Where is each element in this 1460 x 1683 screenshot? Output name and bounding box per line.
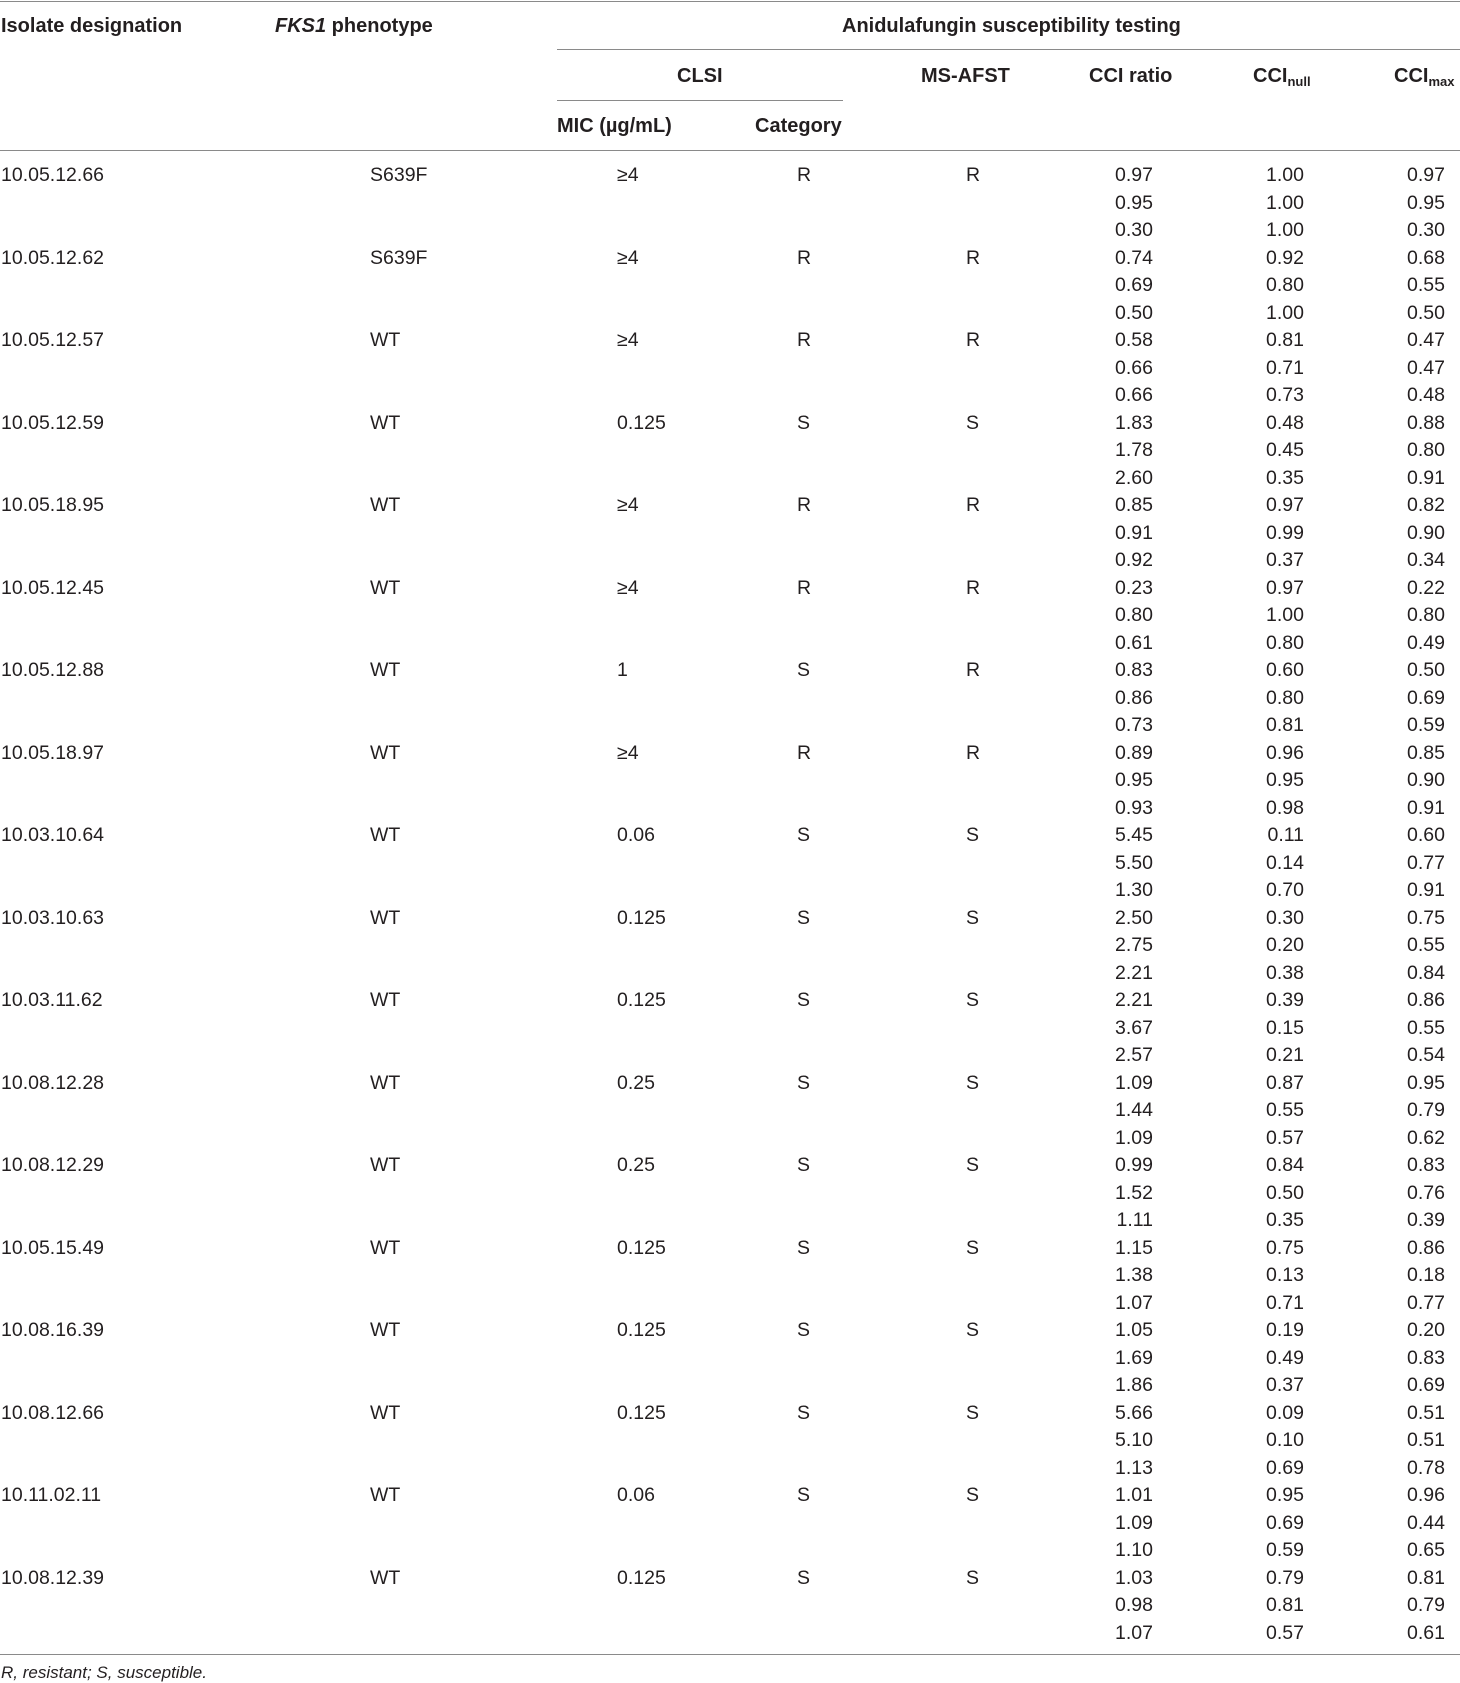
cci-max-cell: 0.55 xyxy=(1407,274,1445,296)
table-row xyxy=(0,1180,1460,1208)
table-row xyxy=(0,1427,1460,1455)
cci-ratio-cell: 0.97 xyxy=(1115,164,1153,186)
cci-null-cell: 0.10 xyxy=(1266,1429,1304,1451)
header-cci-ratio: CCI ratio xyxy=(1089,65,1173,87)
cci-ratio-cell: 0.89 xyxy=(1115,741,1153,764)
cci-max-cell: 0.50 xyxy=(1407,301,1445,324)
table-row xyxy=(0,850,1460,878)
cci-max-cell: 0.77 xyxy=(1407,851,1445,874)
table-row xyxy=(0,217,1460,245)
cci-ratio-cell: 1.52 xyxy=(1115,1181,1153,1204)
cci-ratio-cell: 0.83 xyxy=(1115,659,1153,681)
header-anidulafungin-group: Anidulafungin susceptibility testing xyxy=(842,15,1181,37)
cci-null-cell: 0.73 xyxy=(1266,384,1304,406)
group-rule xyxy=(557,49,1460,50)
cci-null-cell: 0.15 xyxy=(1266,1016,1304,1039)
table-row: 10.05.12.88 WT 1 S R 0.83 0.60 0.50 xyxy=(0,657,1460,685)
cci-max-cell: 0.75 xyxy=(1407,906,1445,929)
cci-null-cell: 0.71 xyxy=(1266,1291,1304,1314)
table-row xyxy=(0,712,1460,740)
isolate-designation-cell: 10.05.12.62 xyxy=(1,246,105,269)
cci-max-cell: 0.49 xyxy=(1407,631,1445,654)
table-row xyxy=(0,1345,1460,1373)
cci-ratio-cell: 1.09 xyxy=(1115,1071,1153,1094)
cci-max-cell: 0.95 xyxy=(1407,1071,1445,1094)
cci-max-cell: 0.44 xyxy=(1407,1511,1445,1534)
cci-ratio-cell: 0.98 xyxy=(1115,1594,1153,1616)
table-row xyxy=(0,272,1460,300)
cci-ratio-cell: 0.95 xyxy=(1115,769,1153,791)
cci-max-cell: 0.79 xyxy=(1407,1594,1445,1616)
cci-ratio-cell: 1.07 xyxy=(1115,1291,1153,1314)
isolate-designation-cell: 10.11.02.11 xyxy=(1,1484,102,1506)
table-row xyxy=(0,1592,1460,1620)
cci-null-cell: 0.95 xyxy=(1266,1484,1304,1506)
cci-null-cell: 0.80 xyxy=(1266,274,1304,296)
cci-null-cell: 0.20 xyxy=(1266,934,1304,956)
isolate-designation-cell: 10.05.12.57 xyxy=(1,329,105,351)
cci-ratio-cell: 0.73 xyxy=(1115,714,1153,736)
table-row xyxy=(0,932,1460,960)
table-row: 10.08.12.39 WT 0.125 S S 1.03 0.79 0.81 xyxy=(0,1565,1460,1593)
cci-max-cell: 0.39 xyxy=(1407,1209,1445,1231)
table-row: 10.08.12.66 WT 0.125 S S 5.66 0.09 0.51 xyxy=(0,1400,1460,1428)
cci-max-cell: 0.96 xyxy=(1407,1484,1445,1506)
cci-null-cell: 0.60 xyxy=(1266,659,1304,681)
cci-max-cell: 0.18 xyxy=(1407,1264,1445,1286)
table-row xyxy=(0,547,1460,575)
cci-null-cell: 0.69 xyxy=(1266,1456,1304,1479)
cci-null-cell: 0.87 xyxy=(1266,1071,1304,1094)
cci-ratio-cell: 2.50 xyxy=(1115,906,1153,929)
table-row: 10.05.12.62 S639F ≥4 R R 0.74 0.92 0.68 xyxy=(0,245,1460,273)
table-footnote: R, resistant; S, susceptible. xyxy=(1,1663,207,1682)
cci-max-cell: 0.55 xyxy=(1407,1016,1445,1039)
cci-max-cell: 0.48 xyxy=(1407,384,1445,406)
cci-max-cell: 0.79 xyxy=(1407,1099,1445,1121)
cci-ratio-cell: 0.95 xyxy=(1115,191,1153,214)
table-row xyxy=(0,300,1460,328)
cci-ratio-cell: 1.15 xyxy=(1115,1236,1153,1259)
cci-ratio-cell: 0.74 xyxy=(1115,246,1153,269)
cci-ratio-cell: 1.30 xyxy=(1115,879,1153,901)
table-row xyxy=(0,1015,1460,1043)
cci-max-cell: 0.22 xyxy=(1407,576,1445,599)
cci-ratio-cell: 1.11 xyxy=(1116,1209,1153,1231)
isolate-designation-cell: 10.03.11.62 xyxy=(1,989,103,1011)
isolate-designation-cell: 10.05.18.97 xyxy=(1,741,105,764)
cci-null-cell: 1.00 xyxy=(1266,301,1304,324)
cci-max-cell: 0.47 xyxy=(1407,329,1445,351)
table-row: 10.05.18.95 WT ≥4 R R 0.85 0.97 0.82 xyxy=(0,492,1460,520)
isolate-designation-cell: 10.05.18.95 xyxy=(1,494,105,516)
table-row xyxy=(0,382,1460,410)
table-row xyxy=(0,685,1460,713)
table-row: 10.08.16.39 WT 0.125 S S 1.05 0.19 0.20 xyxy=(0,1317,1460,1345)
cci-ratio-cell: 1.69 xyxy=(1115,1346,1153,1369)
cci-max-cell: 0.76 xyxy=(1407,1181,1445,1204)
cci-null-cell: 0.39 xyxy=(1266,989,1304,1011)
cci-ratio-cell: 0.66 xyxy=(1115,384,1153,406)
table-row: 10.05.18.97 WT ≥4 R R 0.89 0.96 0.85 xyxy=(0,740,1460,768)
cci-null-cell: 0.49 xyxy=(1266,1346,1304,1369)
cci-ratio-cell: 0.91 xyxy=(1115,521,1153,544)
header-fks1-phenotype xyxy=(275,14,433,38)
cci-null-cell: 0.79 xyxy=(1266,1566,1304,1589)
header-isolate-designation: Isolate designation xyxy=(1,15,183,37)
cci-ratio-cell: 1.05 xyxy=(1115,1319,1153,1341)
cci-ratio-cell: 0.50 xyxy=(1115,301,1153,324)
cci-null-cell: 0.81 xyxy=(1266,329,1304,351)
cci-null-cell: 0.50 xyxy=(1266,1181,1304,1204)
cci-ratio-cell: 2.60 xyxy=(1115,466,1153,489)
table-row xyxy=(0,1537,1460,1565)
cci-max-cell: 0.84 xyxy=(1407,961,1445,984)
cci-max-cell: 0.83 xyxy=(1407,1154,1445,1176)
table-row xyxy=(0,877,1460,905)
table-row xyxy=(0,960,1460,988)
cci-null-cell: 0.80 xyxy=(1266,631,1304,654)
header-cci-max-base: CCI xyxy=(1394,65,1429,87)
cci-null-cell: 0.37 xyxy=(1266,1374,1304,1396)
cci-max-cell: 0.77 xyxy=(1407,1291,1445,1314)
cci-null-cell: 0.97 xyxy=(1266,494,1304,516)
isolate-designation-cell: 10.05.15.49 xyxy=(1,1236,105,1259)
cci-max-cell: 0.69 xyxy=(1407,686,1445,709)
isolate-designation-cell: 10.08.12.29 xyxy=(1,1154,105,1176)
cci-ratio-cell: 5.66 xyxy=(1115,1401,1153,1424)
cci-ratio-cell: 1.09 xyxy=(1115,1511,1153,1534)
cci-max-cell: 0.62 xyxy=(1407,1126,1445,1149)
cci-null-cell: 0.13 xyxy=(1266,1264,1304,1286)
table-row: 10.03.10.64 WT 0.06 S S 5.45 0.11 0.60 xyxy=(0,822,1460,850)
cci-ratio-cell: 0.93 xyxy=(1115,796,1153,819)
cci-ratio-cell: 1.01 xyxy=(1115,1484,1153,1506)
header-cci-max-sub: max xyxy=(1428,74,1455,89)
cci-max-cell: 0.30 xyxy=(1407,219,1445,241)
cci-ratio-cell: 0.85 xyxy=(1115,494,1153,516)
cci-null-cell: 0.30 xyxy=(1266,906,1304,929)
cci-max-cell: 0.91 xyxy=(1407,796,1445,819)
cci-ratio-cell: 0.61 xyxy=(1115,631,1153,654)
cci-max-cell: 0.80 xyxy=(1407,439,1445,461)
cci-null-cell: 0.09 xyxy=(1266,1401,1304,1424)
header-mic: MIC (µg/mL) xyxy=(557,115,672,137)
cci-ratio-cell: 3.67 xyxy=(1115,1016,1153,1039)
table-row xyxy=(0,1620,1460,1648)
table-row: 10.05.12.66 S639F ≥4 R R 0.97 1.00 0.97 xyxy=(0,162,1460,190)
header-ms-afst: MS-AFST xyxy=(921,65,1010,87)
table-row xyxy=(0,630,1460,658)
cci-max-cell: 0.82 xyxy=(1407,494,1445,516)
header-cci-max xyxy=(1394,64,1454,88)
cci-max-cell: 0.20 xyxy=(1407,1319,1445,1341)
header-fks1-label: phenotype xyxy=(326,15,433,37)
cci-ratio-cell: 2.57 xyxy=(1115,1044,1153,1066)
cci-null-cell: 0.14 xyxy=(1266,851,1304,874)
table-row xyxy=(0,1207,1460,1235)
cci-ratio-cell: 0.86 xyxy=(1115,686,1153,709)
cci-max-cell: 0.51 xyxy=(1407,1401,1445,1424)
cci-ratio-cell: 5.45 xyxy=(1115,824,1153,846)
cci-max-cell: 0.86 xyxy=(1407,989,1445,1011)
cci-null-cell: 0.75 xyxy=(1266,1236,1304,1259)
table-row xyxy=(0,1510,1460,1538)
cci-null-cell: 0.92 xyxy=(1266,246,1304,269)
table-row xyxy=(0,1097,1460,1125)
table-row xyxy=(0,355,1460,383)
cci-null-cell: 1.00 xyxy=(1266,604,1304,626)
table-row: 10.05.12.59 WT 0.125 S S 1.83 0.48 0.88 xyxy=(0,410,1460,438)
cci-ratio-cell: 1.09 xyxy=(1115,1126,1153,1149)
cci-null-cell: 0.84 xyxy=(1266,1154,1304,1176)
cci-max-cell: 0.88 xyxy=(1407,411,1445,434)
table-row xyxy=(0,437,1460,465)
cci-max-cell: 0.51 xyxy=(1407,1429,1445,1451)
cci-max-cell: 0.65 xyxy=(1407,1539,1445,1561)
cci-ratio-cell: 0.23 xyxy=(1115,576,1153,599)
cci-ratio-cell: 1.07 xyxy=(1115,1621,1153,1644)
cci-max-cell: 0.60 xyxy=(1407,824,1445,846)
cci-max-cell: 0.68 xyxy=(1407,246,1445,269)
cci-null-cell: 0.11 xyxy=(1267,824,1304,846)
table-row: 10.03.10.63 WT 0.125 S S 2.50 0.30 0.75 xyxy=(0,905,1460,933)
top-rule xyxy=(0,1,1460,2)
cci-null-cell: 1.00 xyxy=(1266,191,1304,214)
cci-ratio-cell: 1.03 xyxy=(1115,1566,1153,1589)
cci-max-cell: 0.54 xyxy=(1407,1044,1445,1066)
cci-null-cell: 0.95 xyxy=(1266,769,1304,791)
table-row xyxy=(0,1290,1460,1318)
cci-max-cell: 0.34 xyxy=(1407,549,1445,571)
table-row: 10.08.12.29 WT 0.25 S S 0.99 0.84 0.83 xyxy=(0,1152,1460,1180)
table-row xyxy=(0,1042,1460,1070)
isolate-designation-cell: 10.08.16.39 xyxy=(1,1319,105,1341)
isolate-designation-cell: 10.05.12.88 xyxy=(1,659,105,681)
cci-null-cell: 0.38 xyxy=(1266,961,1304,984)
table-row xyxy=(0,767,1460,795)
cci-max-cell: 0.83 xyxy=(1407,1346,1445,1369)
cci-ratio-cell: 1.13 xyxy=(1115,1456,1153,1479)
header-clsi: CLSI xyxy=(677,65,723,87)
cci-null-cell: 0.35 xyxy=(1266,1209,1304,1231)
cci-null-cell: 0.71 xyxy=(1266,356,1304,379)
isolate-designation-cell: 10.08.12.39 xyxy=(1,1566,105,1589)
header-bottom-rule xyxy=(0,150,1460,151)
cci-max-cell: 0.55 xyxy=(1407,934,1445,956)
cci-ratio-cell: 2.21 xyxy=(1115,989,1153,1011)
cci-max-cell: 0.81 xyxy=(1407,1566,1445,1589)
cci-ratio-cell: 0.30 xyxy=(1115,219,1153,241)
header-category: Category xyxy=(755,115,842,137)
cci-null-cell: 0.57 xyxy=(1266,1621,1304,1644)
table-row: 10.08.12.28 WT 0.25 S S 1.09 0.87 0.95 xyxy=(0,1070,1460,1098)
isolate-designation-cell: 10.05.12.59 xyxy=(1,411,105,434)
cci-null-cell: 0.96 xyxy=(1266,741,1304,764)
cci-null-cell: 0.37 xyxy=(1266,549,1304,571)
header-cci-null xyxy=(1253,64,1311,88)
cci-null-cell: 0.59 xyxy=(1266,1539,1304,1561)
cci-null-cell: 0.48 xyxy=(1266,411,1304,434)
cci-max-cell: 0.85 xyxy=(1407,741,1445,764)
isolate-designation-cell: 10.03.10.63 xyxy=(1,906,105,929)
cci-null-cell: 1.00 xyxy=(1266,219,1304,241)
cci-ratio-cell: 1.83 xyxy=(1115,411,1153,434)
table-row: 10.03.11.62 WT 0.125 S S 2.21 0.39 0.86 xyxy=(0,987,1460,1015)
cci-ratio-cell: 1.38 xyxy=(1115,1264,1153,1286)
cci-ratio-cell: 0.92 xyxy=(1115,549,1153,571)
cci-null-cell: 0.97 xyxy=(1266,576,1304,599)
cci-ratio-cell: 0.66 xyxy=(1115,356,1153,379)
cci-max-cell: 0.90 xyxy=(1407,521,1445,544)
table-row xyxy=(0,465,1460,493)
header-cci-null-base: CCI xyxy=(1253,65,1288,87)
cci-ratio-cell: 0.80 xyxy=(1115,604,1153,626)
table-row xyxy=(0,1262,1460,1290)
isolate-designation-cell: 10.05.12.66 xyxy=(1,164,105,186)
bottom-rule xyxy=(0,1654,1460,1655)
cci-ratio-cell: 5.50 xyxy=(1115,851,1153,874)
cci-max-cell: 0.91 xyxy=(1407,879,1445,901)
cci-max-cell: 0.61 xyxy=(1407,1621,1445,1644)
cci-ratio-cell: 0.58 xyxy=(1115,329,1153,351)
cci-null-cell: 0.81 xyxy=(1266,1594,1304,1616)
table-row xyxy=(0,1455,1460,1483)
table-row xyxy=(0,520,1460,548)
cci-null-cell: 0.98 xyxy=(1266,796,1304,819)
cci-max-cell: 0.78 xyxy=(1407,1456,1445,1479)
table-row: 10.05.12.45 WT ≥4 R R 0.23 0.97 0.22 xyxy=(0,575,1460,603)
cci-max-cell: 0.97 xyxy=(1407,164,1445,186)
cci-null-cell: 0.21 xyxy=(1266,1044,1304,1066)
header-cci-null-sub: null xyxy=(1287,74,1311,89)
cci-max-cell: 0.50 xyxy=(1407,659,1445,681)
cci-ratio-cell: 0.69 xyxy=(1115,274,1153,296)
cci-null-cell: 0.99 xyxy=(1266,521,1304,544)
cci-ratio-cell: 1.86 xyxy=(1115,1374,1153,1396)
table-row xyxy=(0,190,1460,218)
cci-null-cell: 0.55 xyxy=(1266,1099,1304,1121)
table-row xyxy=(0,1125,1460,1153)
isolate-designation-cell: 10.08.12.66 xyxy=(1,1401,105,1424)
table-row: 10.05.12.57 WT ≥4 R R 0.58 0.81 0.47 xyxy=(0,327,1460,355)
cci-max-cell: 0.90 xyxy=(1407,769,1445,791)
header-fks1-gene: FKS1 xyxy=(275,15,327,37)
cci-ratio-cell: 2.75 xyxy=(1115,934,1153,956)
cci-max-cell: 0.69 xyxy=(1407,1374,1445,1396)
cci-max-cell: 0.47 xyxy=(1407,356,1445,379)
cci-ratio-cell: 1.10 xyxy=(1115,1539,1153,1561)
cci-ratio-cell: 0.99 xyxy=(1115,1154,1153,1176)
table-row xyxy=(0,602,1460,630)
cci-ratio-cell: 1.44 xyxy=(1115,1099,1153,1121)
cci-max-cell: 0.80 xyxy=(1407,604,1445,626)
cci-null-cell: 0.81 xyxy=(1266,714,1304,736)
cci-null-cell: 0.45 xyxy=(1266,439,1304,461)
cci-null-cell: 0.19 xyxy=(1266,1319,1304,1341)
table-row: 10.05.15.49 WT 0.125 S S 1.15 0.75 0.86 xyxy=(0,1235,1460,1263)
table-row xyxy=(0,1372,1460,1400)
clsi-rule xyxy=(557,100,843,101)
cci-null-cell: 1.00 xyxy=(1266,164,1304,186)
cci-ratio-cell: 1.78 xyxy=(1115,439,1153,461)
cci-max-cell: 0.86 xyxy=(1407,1236,1445,1259)
cci-null-cell: 0.80 xyxy=(1266,686,1304,709)
table-row xyxy=(0,795,1460,823)
cci-null-cell: 0.35 xyxy=(1266,466,1304,489)
cci-ratio-cell: 2.21 xyxy=(1115,961,1153,984)
isolate-designation-cell: 10.03.10.64 xyxy=(1,824,105,846)
cci-null-cell: 0.69 xyxy=(1266,1511,1304,1534)
isolate-designation-cell: 10.08.12.28 xyxy=(1,1071,105,1094)
cci-ratio-cell: 5.10 xyxy=(1115,1429,1153,1451)
table-row: 10.11.02.11 WT 0.06 S S 1.01 0.95 0.96 xyxy=(0,1482,1460,1510)
cci-null-cell: 0.70 xyxy=(1266,879,1304,901)
cci-max-cell: 0.59 xyxy=(1407,714,1445,736)
cci-null-cell: 0.57 xyxy=(1266,1126,1304,1149)
cci-max-cell: 0.95 xyxy=(1407,191,1445,214)
isolate-designation-cell: 10.05.12.45 xyxy=(1,576,105,599)
cci-max-cell: 0.91 xyxy=(1407,466,1445,489)
